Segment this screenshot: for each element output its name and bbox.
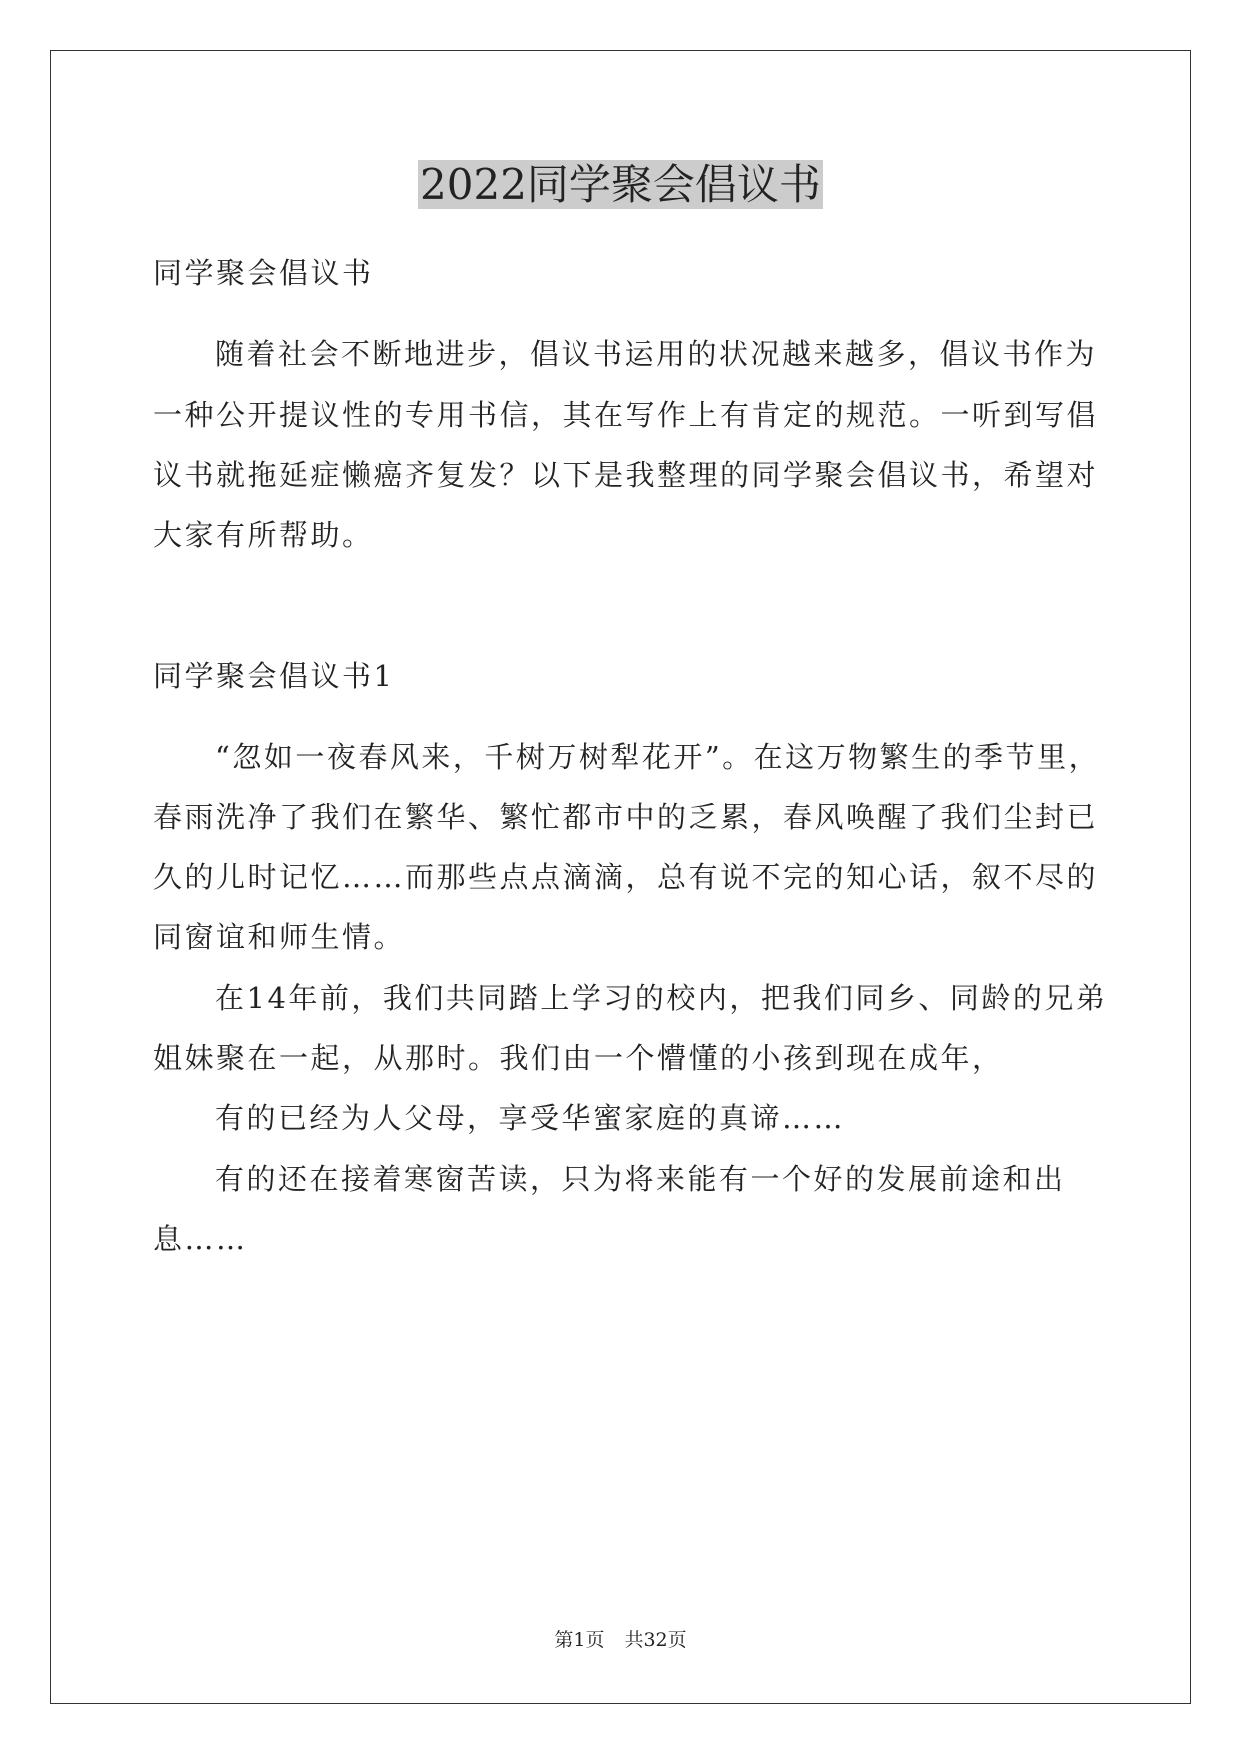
paragraph-line: “忽如一夜春风来，千树万树犁花开”。在这万物繁生的季节里， (215, 740, 1101, 774)
paragraph-line: 大家有所帮助。 (153, 518, 374, 552)
paragraph-line: 久的儿时记忆……而那些点点滴滴，总有说不完的知心话，叙不尽的 (153, 860, 1099, 894)
paragraph-line: 息…… (153, 1222, 248, 1256)
title-text: 2022同学聚会倡议书 (420, 160, 821, 209)
page-footer (0, 1628, 1241, 1652)
paragraph-line: 议书就拖延症懒癌齐复发？以下是我整理的同学聚会倡议书，希望对 (153, 458, 1099, 492)
section-heading: 同学聚会倡议书 (153, 256, 374, 290)
page-number: 第1页 (554, 1629, 605, 1651)
paragraph-line: 一种公开提议性的专用书信，其在写作上有肯定的规范。一听到写倡 (153, 398, 1099, 432)
paragraph-line: 春雨洗净了我们在繁华、繁忙都市中的乏累，春风唤醒了我们尘封已 (153, 800, 1099, 834)
paragraph-line: 有的已经为人父母，享受华蜜家庭的真谛…… (215, 1101, 846, 1135)
paragraph-line: 有的还在接着寒窗苦读，只为将来能有一个好的发展前途和出 (215, 1162, 1066, 1196)
document-title (0, 155, 1241, 215)
page-total: 共32页 (624, 1629, 687, 1651)
paragraph-line: 随着社会不断地进步，倡议书运用的状况越来越多，倡议书作为 (215, 337, 1098, 371)
paragraph-line: 同窗谊和师生情。 (153, 920, 406, 954)
paragraph-line: 在14年前，我们共同踏上学习的校内，把我们同乡、同龄的兄弟 (215, 981, 1108, 1015)
section-heading: 同学聚会倡议书1 (153, 659, 395, 693)
paragraph-line: 姐妹聚在一起，从那时。我们由一个懵懂的小孩到现在成年， (153, 1041, 1004, 1075)
